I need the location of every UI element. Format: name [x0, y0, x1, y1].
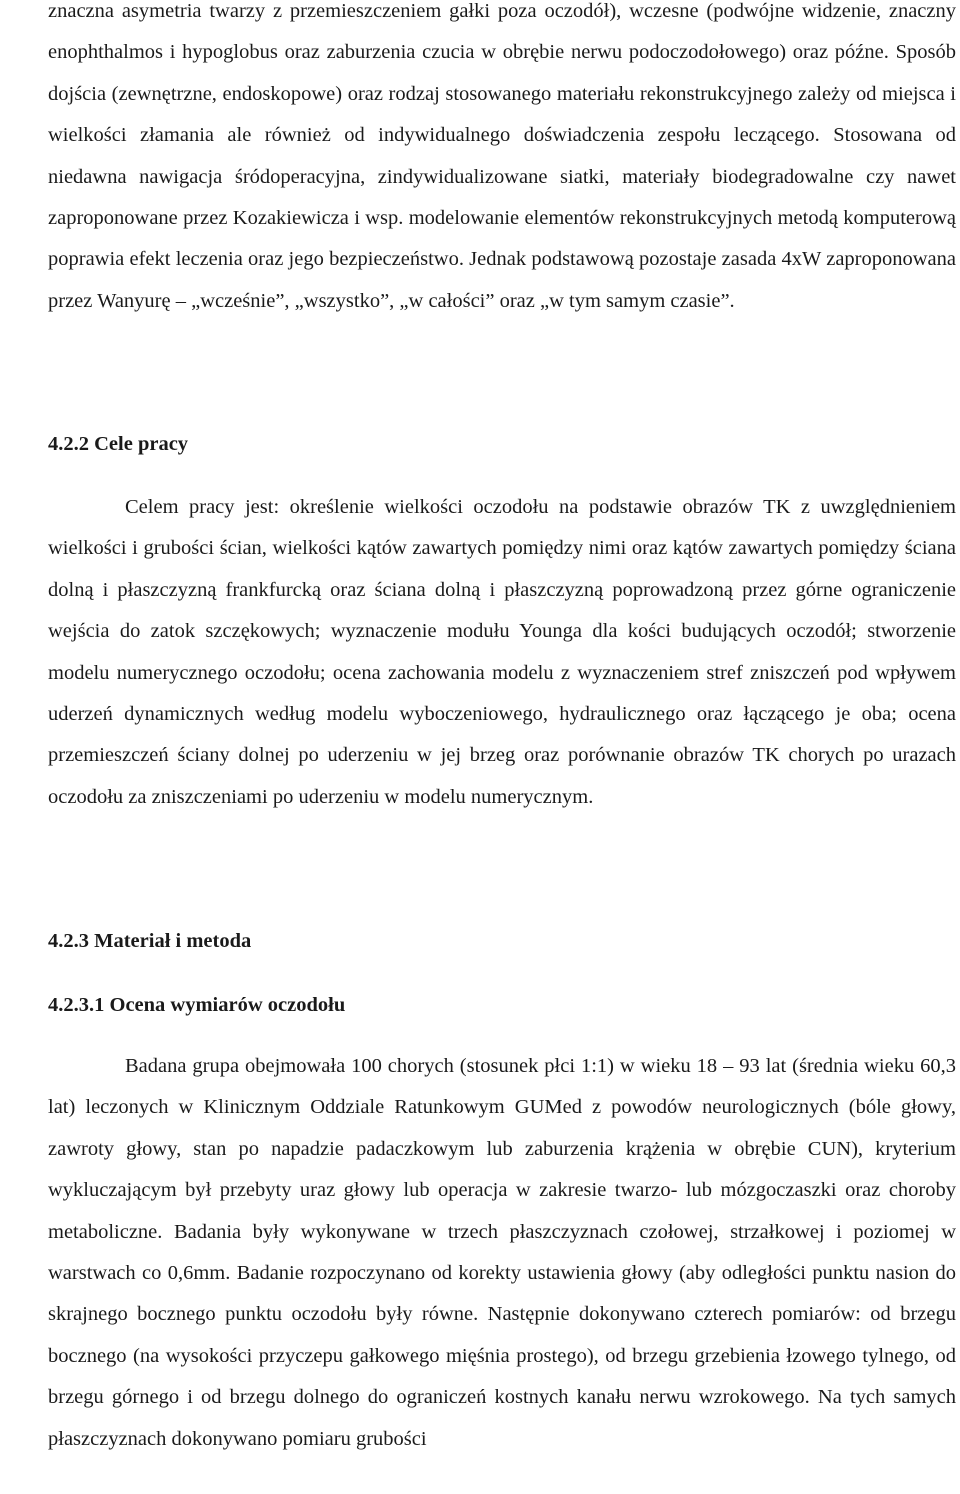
- heading-ocena-wymiarow: 4.2.3.1 Ocena wymiarów oczodołu: [48, 994, 346, 1016]
- paragraph-material-metoda: Badana grupa obejmowała 100 chorych (stosunek płci 1:1) w wieku 18 – 93 lat (średnia wieku 60,3 lat) leczonych w Klinicznym Oddziale Ratunkowym GUMed z powodów neurologicznych (bóle głowy, zawroty głowy, stan po napadzie padaczkowym lub zaburzenia krążenia w obrębie CUN), kryterium wykluczającym był przebyty uraz głowy lub operacja w zakresie twarzo- lub mózgoczaszki oraz choroby metaboliczne. Badania były wykonywane w trzech płaszczyznach czołowej, strzałkowej i poziomej w warstwach co 0,6mm. Badanie rozpoczynano od korekty ustawienia głowy (aby odległości punktu nasion do skrajnego bocznego punktu oczodołu były równe. Następnie dokonywano czterech pomiarów: od brzegu bocznego (na wysokości przyczepu gałkowego mięśnia prostego), od brzegu grzebienia łzowego tylnego, od brzegu górnego i od brzegu dolnego do ograniczeń kostnych kanału nerwu wzrokowego. Na tych samych płaszczyznach dokonywano pomiaru grubości: [48, 1055, 956, 1450]
- paragraph-intro: znaczna asymetria twarzy z przemieszczeniem gałki poza oczodół), wczesne (podwójne widzenie, znaczny enophthalmos i hypoglobus oraz zaburzenia czucia w obrębie nerwu podoczodołowego) oraz późne. Sposób dojścia (zewnętrzne, endoskopowe) oraz rodzaj stosowanego materiału rekonstrukcyjnego zależy od miejsca i wielkości złamania ale również od indywidualnego doświadczenia zespołu leczącego. Stosowana od niedawna nawigacja śródoperacyjna, zindywidualizowane siatki, materiały biodegradowalne czy nawet zaproponowane przez Kozakiewicza i wsp. modelowanie elementów rekonstrukcyjnych metodą komputerową poprawia efekt leczenia oraz jego bezpieczeństwo. Jednak podstawową pozostaje zasada 4xW zaproponowana przez Wanyurę – „wcześnie”, „wszystko”, „w całości” oraz „w tym samym czasie”.: [48, 0, 956, 312]
- heading-material-metoda: 4.2.3 Materiał i metoda: [48, 930, 252, 952]
- paragraph-cele-pracy: Celem pracy jest: określenie wielkości oczodołu na podstawie obrazów TK z uwzględnieniem wielkości i grubości ścian, wielkości kątów zawartych pomiędzy nimi oraz kątów zawartych pomiędzy ściana dolną i płaszczyzną frankfurcką oraz ściana dolną i płaszczyzną poprowadzoną przez górne ograniczenie wejścia do zatok szczękowych; wyznaczenie modułu Younga dla kości budujących oczodół; stworzenie modelu numerycznego oczodołu; ocena zachowania modelu z wyznaczeniem stref zniszczeń pod wpływem uderzeń dynamicznych według modelu wyboczeniowego, hydraulicznego oraz łączącego je oba; ocena przemieszczeń ściany dolnej po uderzeniu w jej brzeg oraz porównanie obrazów TK chorych po urazach oczodołu za zniszczeniami po uderzeniu w modelu numerycznym.: [48, 496, 956, 808]
- heading-cele-pracy: 4.2.2 Cele pracy: [48, 433, 189, 455]
